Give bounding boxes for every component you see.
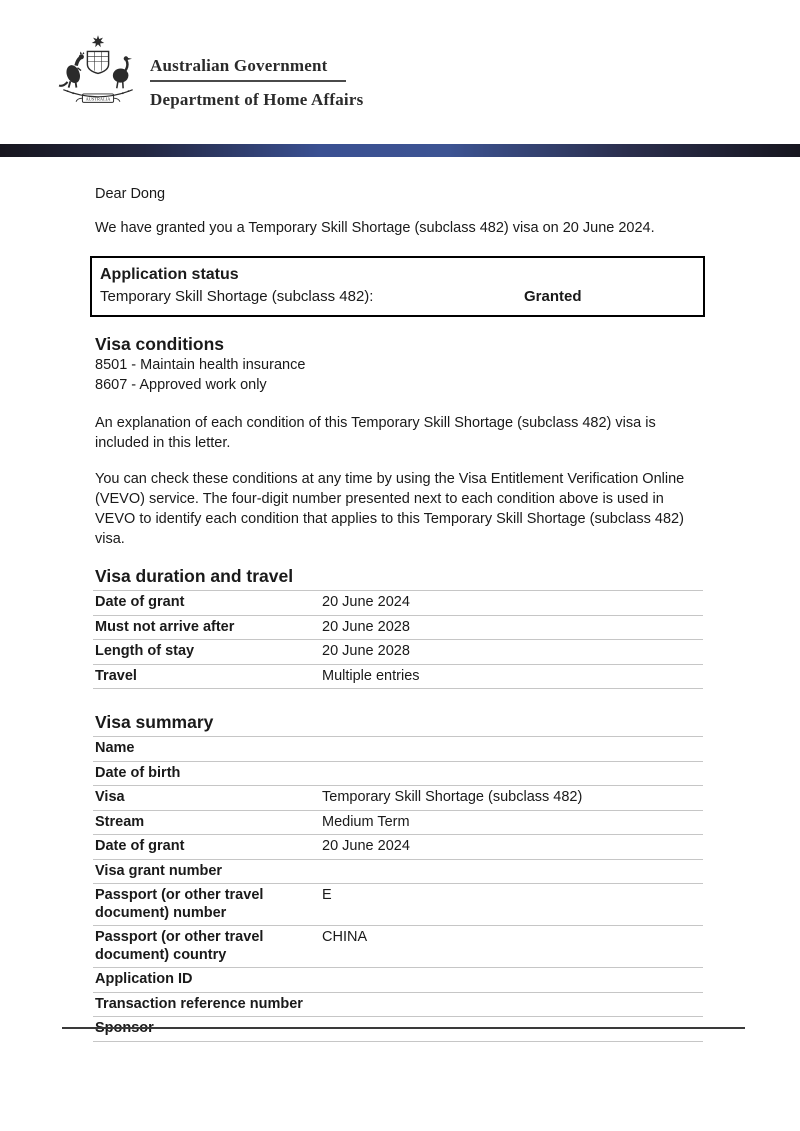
row-label: Visa [95, 789, 125, 805]
row-label: Stream [95, 813, 145, 830]
visa-duration-title: Visa duration and travel [95, 566, 294, 586]
status-visa-label: Temporary Skill Shortage (subclass 482): [100, 288, 374, 305]
grant-intro: We have granted you a Temporary Skill Shortage (subclass 482) visa on 20 June 2024. [95, 220, 655, 236]
australia-scroll-icon [76, 94, 120, 102]
svg-text:AUSTRALIA: AUSTRALIA [85, 96, 111, 102]
visa-conditions-title: Visa conditions [95, 334, 225, 354]
government-title: Australian Government [150, 56, 328, 75]
row-label: Application ID [95, 971, 193, 987]
visa-conditions-section [95, 333, 705, 395]
row-value: Multiple entries [322, 667, 420, 684]
letter-body [95, 184, 705, 1042]
row-value: E [322, 887, 332, 903]
row-label: Transaction reference number [95, 995, 303, 1012]
visa-summary-title: Visa summary [95, 712, 214, 732]
application-status-title: Application status [100, 266, 239, 283]
row-label: Name [95, 740, 135, 756]
row-value: 20 June 2024 [322, 594, 410, 610]
status-value: Granted [524, 288, 582, 305]
row-label: Must not arrive after [95, 618, 235, 635]
row-value: CHINA [322, 929, 368, 945]
conditions-explanation-2: You can check these conditions at any time by using the Visa Entitlement Verification Online (VEVO) service. The four-digit number presented next to each condition above is used in VEVO to identify each condition that applies to this Temporary Skill Shortage (subclass 482) visa. [95, 471, 685, 547]
table-row [93, 615, 703, 640]
row-value: Temporary Skill Shortage (subclass 482) [322, 789, 583, 805]
department-title: Department of Home Affairs [150, 90, 364, 109]
table-row [93, 859, 703, 884]
row-value [322, 996, 703, 1014]
table-row [93, 590, 703, 615]
row-label: Passport (or other travel document) country [95, 929, 264, 963]
emu-icon [113, 56, 132, 88]
table-row [93, 664, 703, 690]
row-value [322, 971, 703, 989]
row-label: Passport (or other travel document) number [95, 887, 264, 921]
table-row [93, 810, 703, 835]
condition-item: 8501 - Maintain health insurance [95, 357, 306, 373]
visa-summary-table [93, 736, 703, 1042]
header-divider [150, 80, 346, 82]
commonwealth-star-icon [92, 35, 104, 47]
footer-divider [62, 1027, 745, 1029]
table-row [93, 834, 703, 859]
row-label: Travel [95, 667, 137, 684]
row-label: Length of stay [95, 643, 195, 659]
row-value [322, 765, 703, 783]
header-titles [150, 56, 363, 110]
row-label: Date of grant [95, 594, 185, 610]
row-value [322, 740, 703, 758]
table-row [93, 925, 703, 967]
row-value: 20 June 2024 [322, 838, 410, 854]
table-row [93, 967, 703, 992]
row-value: 20 June 2028 [322, 643, 410, 659]
row-label: Sponsor [95, 1020, 154, 1036]
table-row [93, 761, 703, 786]
table-row [93, 883, 703, 925]
application-status-row [100, 286, 695, 308]
visa-duration-section [95, 565, 705, 689]
table-row [93, 736, 703, 761]
table-row [93, 992, 703, 1017]
condition-item: 8607 - Approved work only [95, 377, 267, 393]
shield-icon [87, 51, 108, 73]
row-value: 20 June 2028 [322, 618, 410, 635]
salutation: Dear Dong [95, 186, 166, 202]
row-label: Date of birth [95, 764, 181, 781]
row-label: Visa grant number [95, 862, 223, 879]
row-label: Date of grant [95, 838, 185, 854]
conditions-explanation-1: An explanation of each condition of this Temporary Skill Shortage (subclass 482) visa is included in this letter. [95, 415, 656, 451]
australian-coat-of-arms-icon [52, 28, 144, 116]
header-gradient-bar [0, 144, 800, 157]
visa-summary-section [95, 711, 705, 1042]
row-value [322, 863, 703, 881]
application-status-box [90, 256, 705, 317]
visa-duration-table [93, 590, 703, 689]
table-row [93, 785, 703, 810]
row-value: Medium Term [322, 813, 410, 830]
table-row [93, 639, 703, 664]
kangaroo-icon [59, 51, 84, 87]
